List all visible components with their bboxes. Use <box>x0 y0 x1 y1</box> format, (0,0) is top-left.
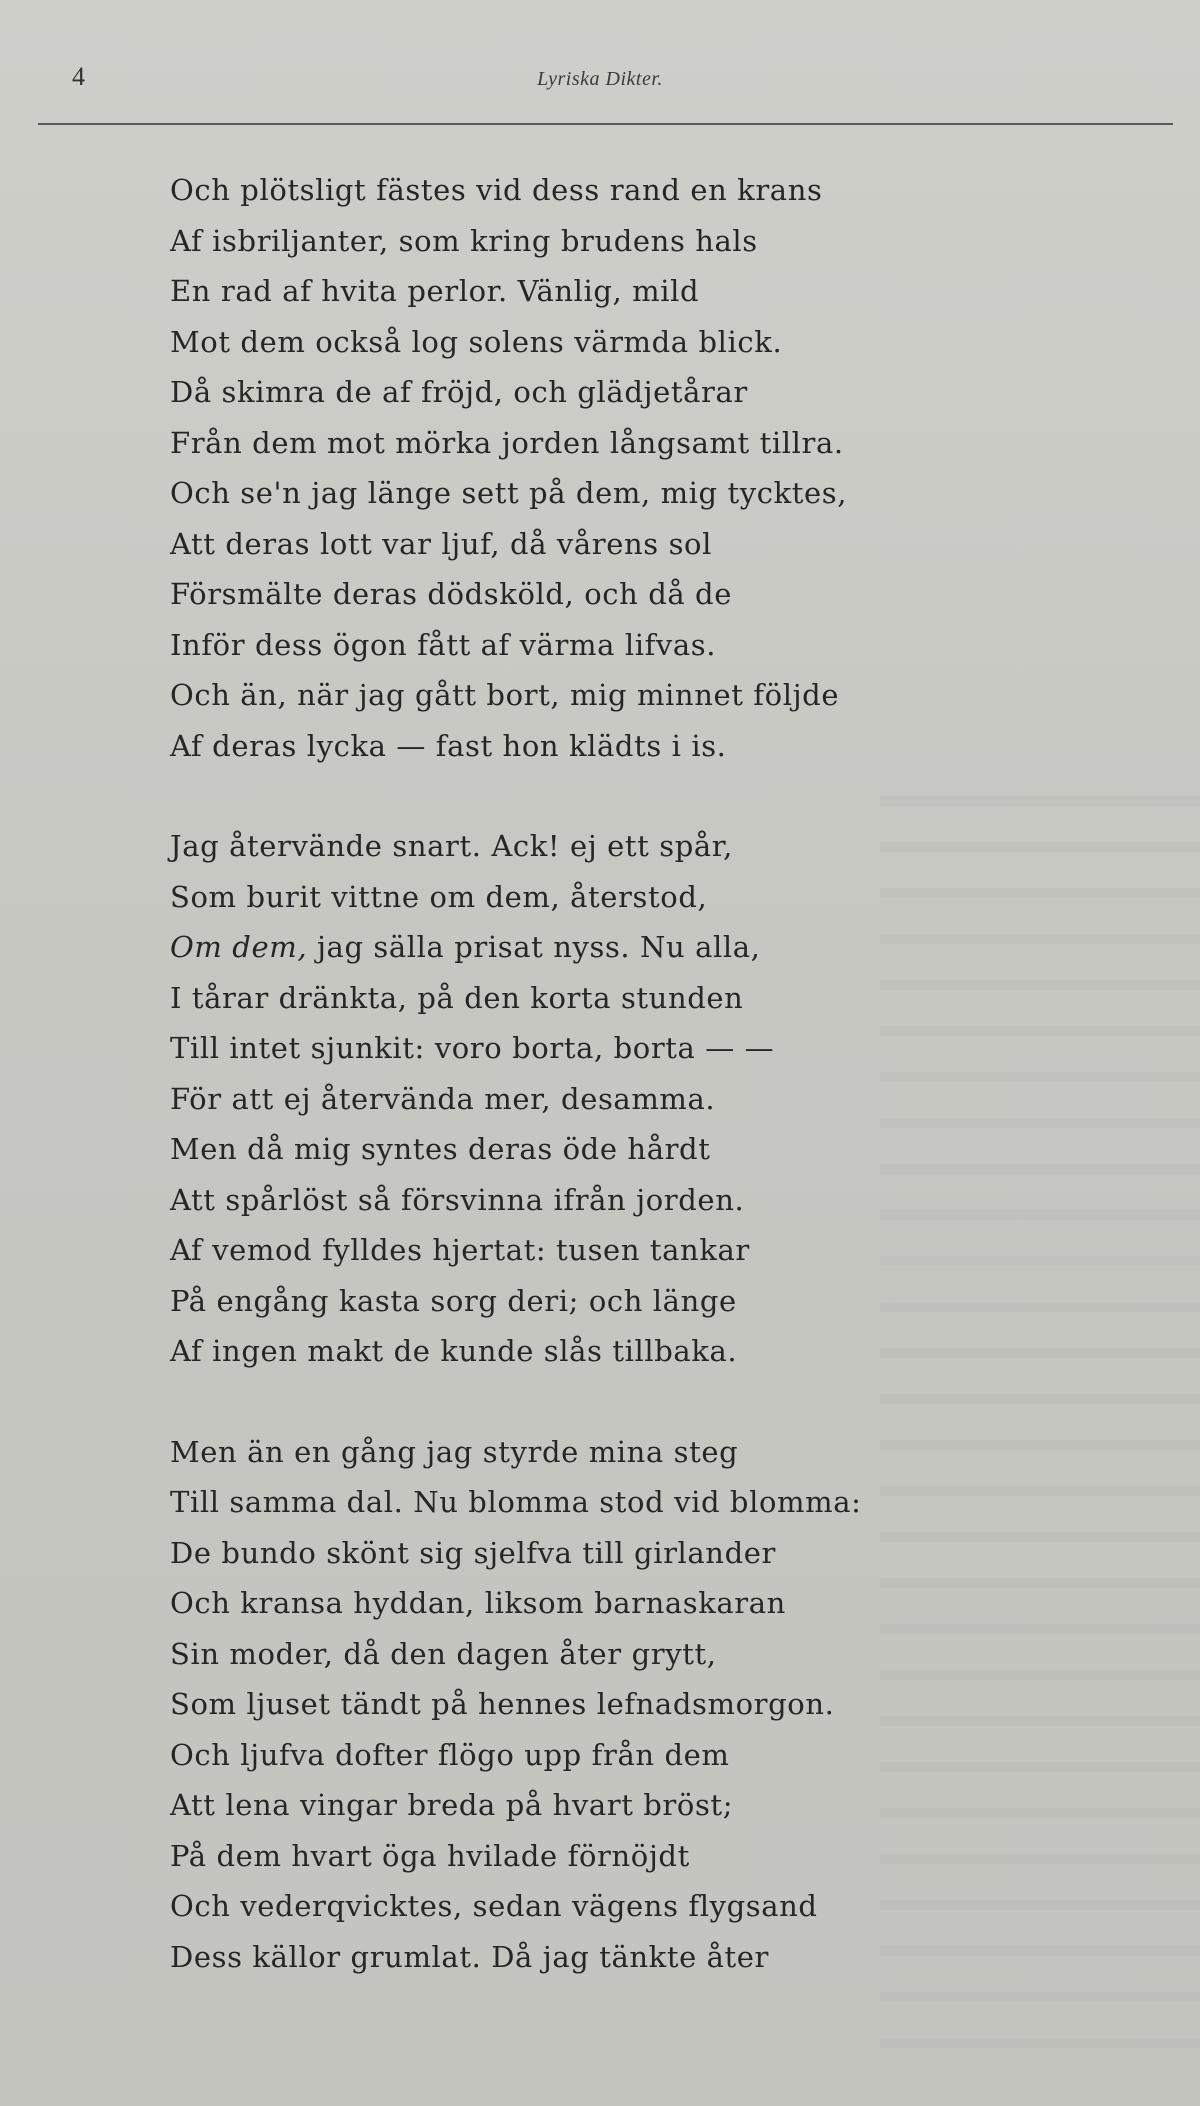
poem-line: Till intet sjunkit: voro borta, borta — — <box>170 1031 775 1065</box>
poem-line: Och kransa hyddan, liksom barnaskaran <box>170 1586 786 1620</box>
poem-line: Att deras lott var ljuf, då vårens sol <box>170 526 712 561</box>
poem-line: De bundo skönt sig sjelfva till girlander <box>170 1535 776 1570</box>
poem-line: Om dem, jag sälla prisat nyss. Nu alla, <box>170 930 761 964</box>
poem-line: I tårar dränkta, på den korta stunden <box>170 980 744 1015</box>
poem-line: Men då mig syntes deras öde hårdt <box>170 1132 711 1166</box>
poem-line: Till samma dal. Nu blomma stod vid blomma: <box>170 1485 862 1519</box>
poem-line: Som burit vittne om dem, återstod, <box>170 879 708 914</box>
poem-line: Försmälte deras dödsköld, och då de <box>170 577 732 611</box>
poem-line: Från dem mot mörka jorden långsamt tillra. <box>170 425 844 460</box>
poem-line: Att spårlöst så försvinna ifrån jorden. <box>170 1182 745 1217</box>
poem-line: Sin moder, då den dagen åter grytt, <box>170 1636 717 1671</box>
poem-line: Af vemod fylldes hjertat: tusen tankar <box>170 1233 750 1267</box>
page-header <box>0 62 1200 102</box>
header-rule <box>38 123 1173 125</box>
stanza <box>170 821 1070 1377</box>
poem-line: På engång kasta sorg deri; och länge <box>170 1283 737 1318</box>
poem-line: Af deras lycka — fast hon klädts i is. <box>170 728 727 763</box>
poem-line: För att ej återvända mer, desamma. <box>170 1081 716 1116</box>
poem-line: Och ljufva dofter flögo upp från dem <box>170 1737 730 1772</box>
poem-line: Af isbriljanter, som kring brudens hals <box>170 223 758 258</box>
poem-line: Och vederqvicktes, sedan vägens flygsand <box>170 1889 818 1923</box>
poem-line: Inför dess ögon fått af värma lifvas. <box>170 627 717 662</box>
poem-body <box>170 165 1070 1982</box>
running-head: Lyriska Dikter. <box>537 68 663 90</box>
poem-line: Af ingen makt de kunde slås tillbaka. <box>170 1334 738 1368</box>
poem-line: Som ljuset tändt på hennes lefnadsmorgon. <box>170 1687 835 1721</box>
poem-line: Jag återvände snart. Ack! ej ett spår, <box>170 829 733 863</box>
poem-line: Och plötsligt fästes vid dess rand en krans <box>170 173 823 207</box>
poem-line: En rad af hvita perlor. Vänlig, mild <box>170 274 700 308</box>
poem-line: På dem hvart öga hvilade förnöjdt <box>170 1838 690 1873</box>
poem-line: Och än, när jag gått bort, mig minnet följde <box>170 678 840 712</box>
page-number: 4 <box>72 62 85 91</box>
poem-line: Dess källor grumlat. Då jag tänkte åter <box>170 1939 770 1974</box>
poem-line: Att lena vingar breda på hvart bröst; <box>170 1788 734 1822</box>
emphasized-text: Om dem, <box>170 930 308 964</box>
stanza <box>170 1427 1070 1983</box>
poem-line: Men än en gång jag styrde mina steg <box>170 1434 739 1469</box>
poem-line: Då skimra de af fröjd, och glädjetårar <box>170 375 748 409</box>
stanza <box>170 165 1070 771</box>
poem-line: Och se'n jag länge sett på dem, mig tycktes, <box>170 476 848 510</box>
poem-line: Mot dem också log solens värmda blick. <box>170 324 783 359</box>
